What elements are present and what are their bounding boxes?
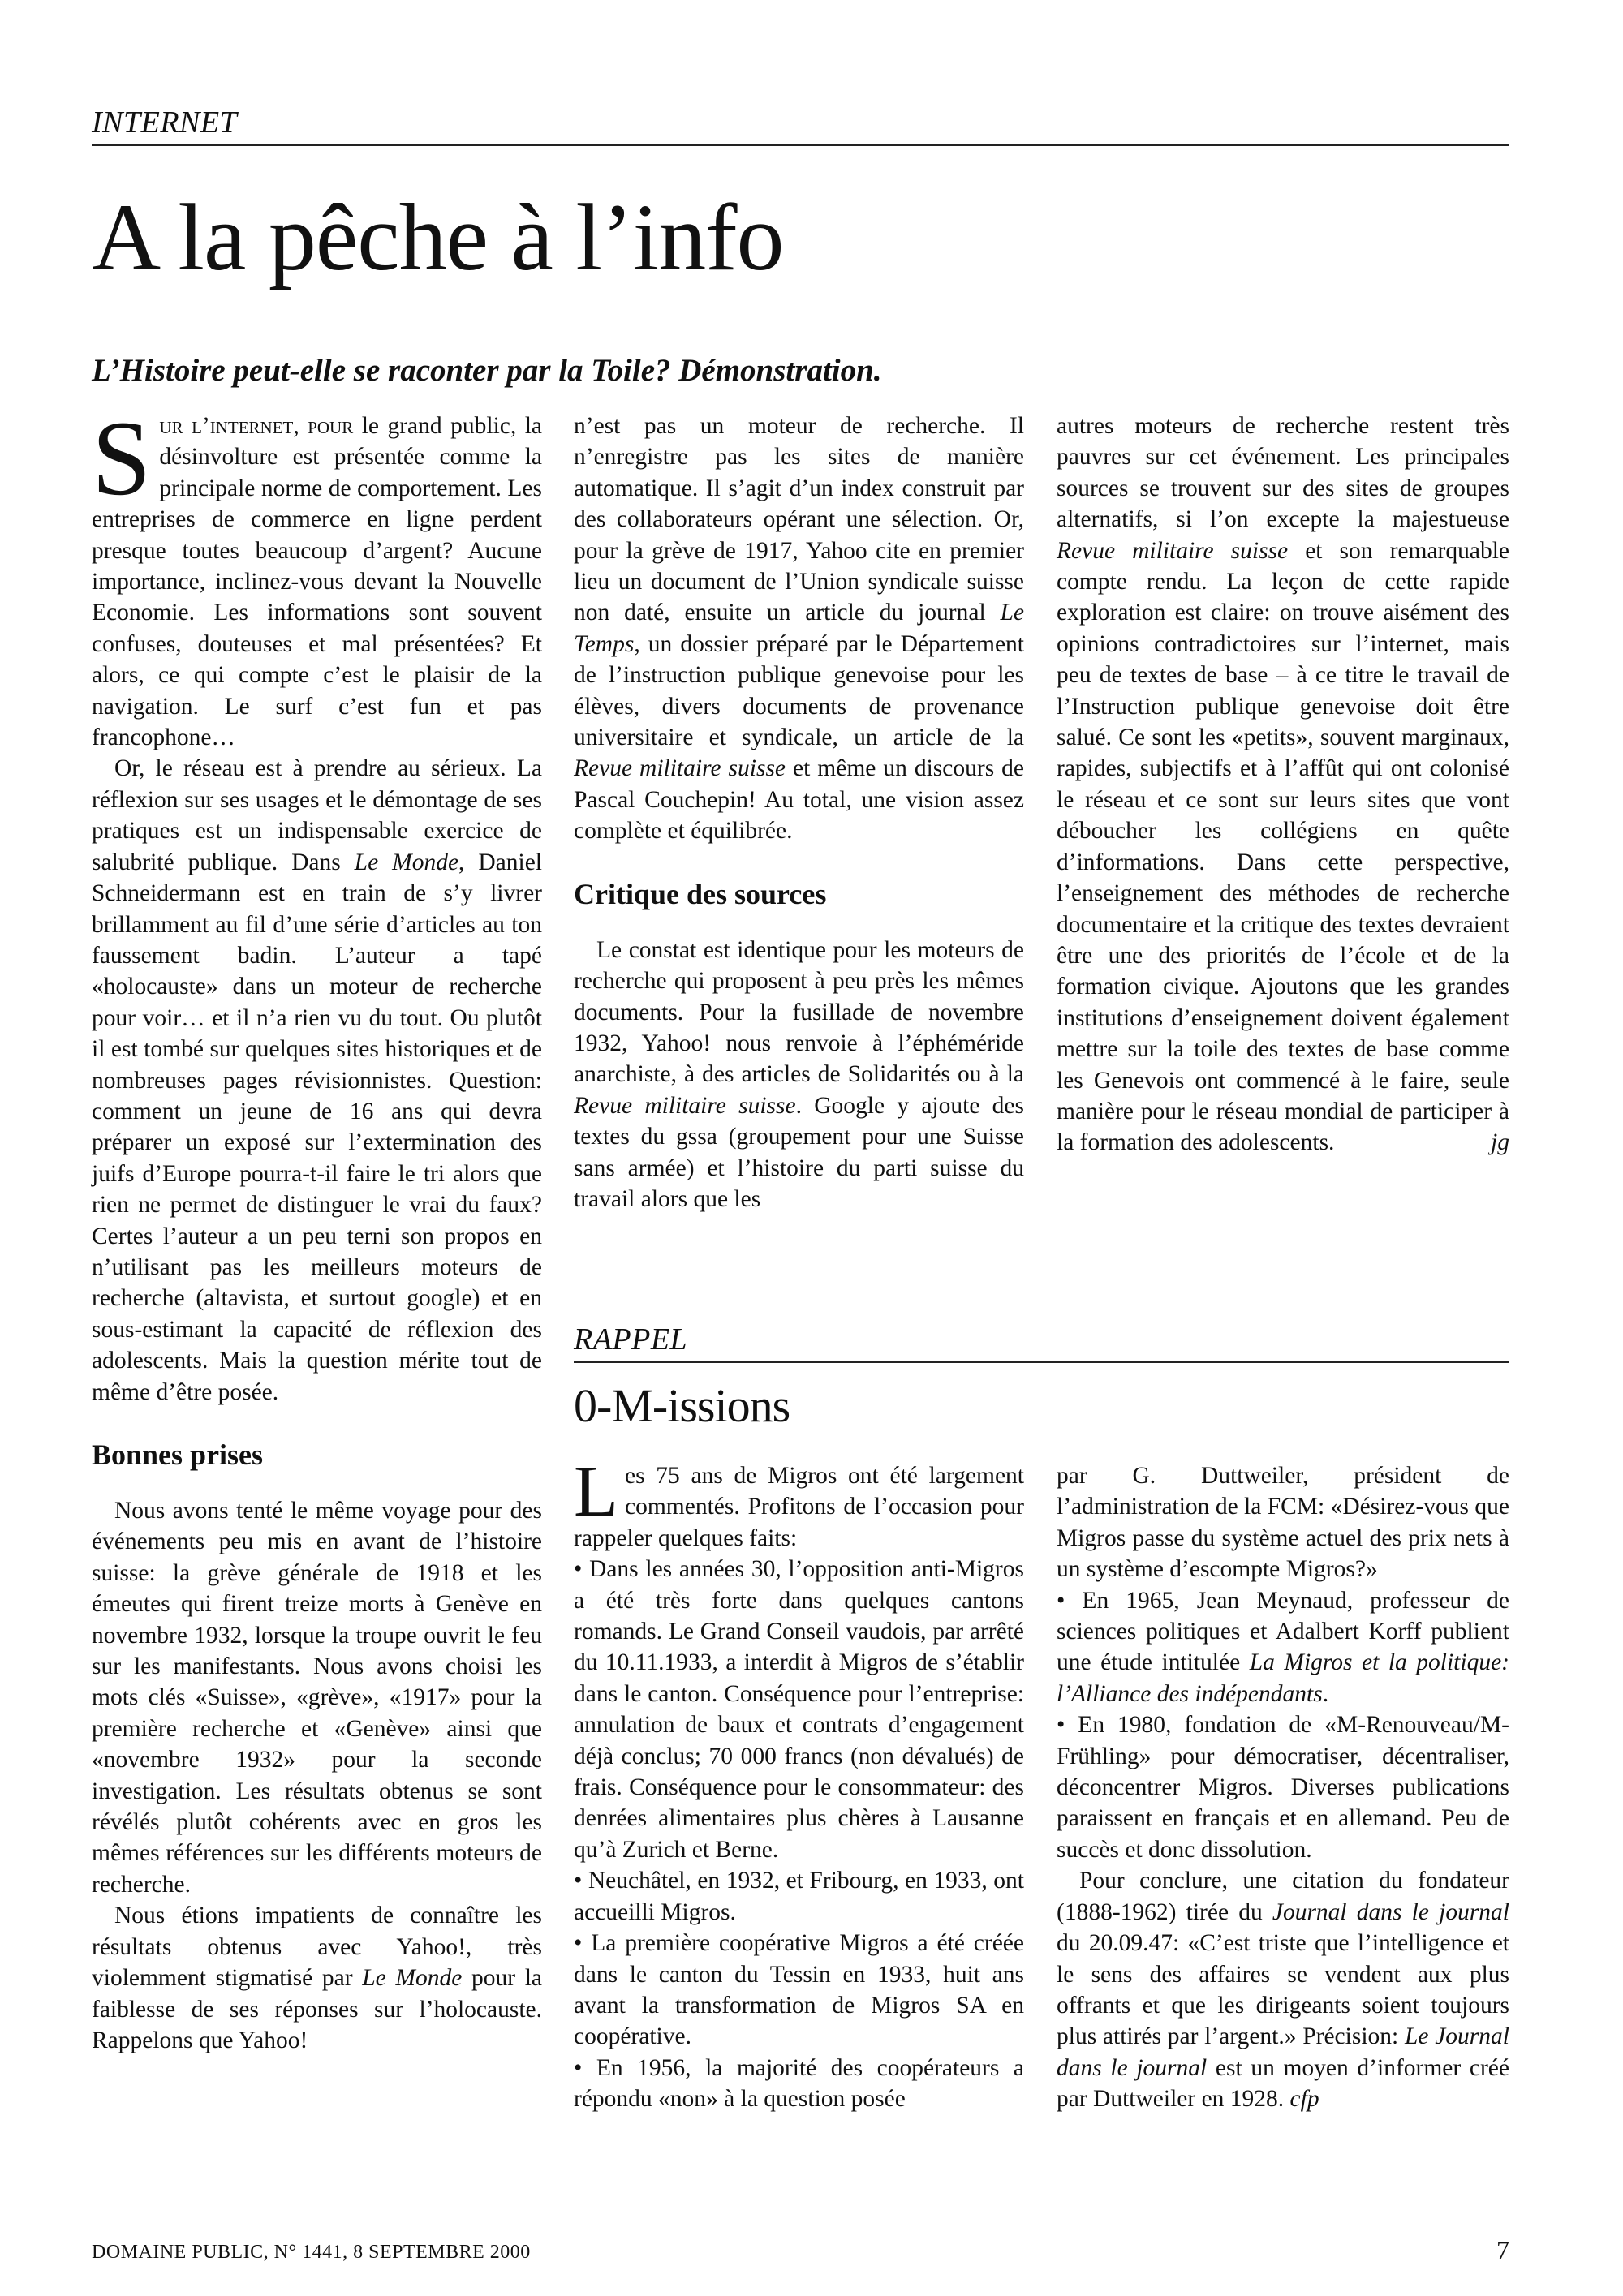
paragraph xyxy=(574,935,1024,1215)
paragraph xyxy=(92,1900,542,2056)
paragraph xyxy=(1057,411,1509,1159)
paragraph xyxy=(574,1451,1024,1554)
section-rubric: INTERNET xyxy=(92,104,1509,146)
paragraph xyxy=(92,398,542,753)
paragraph-text: le grand public, la désinvolture est présentée comme la principale norme de comportement. Les entreprises de commerce en ligne perdent presque toutes beaucoup d’argent? Aucune importance, inclinez-vous devant la Nouvelle Economie. Les informations sont souvent confuses, douteuses et mal présentées? Et alors, ce qui compte c’est le plaisir de la navigation. Le surf c’est fun et pas francophone… xyxy=(92,413,542,751)
author-signature: cfp xyxy=(1289,2086,1319,2113)
paragraph-text: Le constat est identique pour les moteurs de recherche qui proposent à peu près les mêmes documents. Pour la fusillade de novembre 1932, Yahoo! nous renvoie à l’éphéméride anarchiste, à des articles de Solidarités ou à la Revue militaire suisse. Google y ajoute des textes du gssa (groupement pour une Suisse sans armée) et l’histoire du parti suisse du travail alors que les xyxy=(574,936,1025,1212)
paragraph-text: du 20.09.47: «C’est triste que l’intelligence et le sens des affaires se vendent aux plus offrants et que les dirigeants soient toujours plus attirés par l’argent.» Précision: xyxy=(1057,1930,1509,2050)
paragraph: Nous avons tenté le même voyage pour des événements peu mis en avant de l’histoire suisse: la grève générale de 1918 et les émeutes qui firent treize morts à Genève en novembre 1932, lorsque la troupe ouvrit le feu sur les manifestants. Nous avons choisi les mots clés «Suisse», «grève», «1917» pour la première recherche et «Genève» ainsi que «novembre 1932» pour la seconde investigation. Les résultats obtenus se sont révélés plutôt cohérents avec en gros les mêmes références sur les différents moteurs de recherche. xyxy=(92,1498,542,1898)
paragraph xyxy=(92,753,542,1408)
bullet-item: • En 1980, fondation de «M-Renouveau/M-Frühling» pour démocratiser, décentraliser, déconcentrer Migros. Diverses publications paraissent en français et en allemand. Peu de succès et donc dissolution. xyxy=(1057,1712,1509,1863)
italic-text: Le Monde xyxy=(362,1965,463,1992)
paragraph-text: , Daniel Schneidermann est en train de s’y livrer brillamment au fil d’une série d’articles au ton faussement badin. L’auteur a tapé «holocauste» dans un moteur de recherche pour voir… et il n’a rien vu du tout. Ou plutôt il est tombé sur quelques sites historiques et de nombreuses pages révisionnistes. Question: comment un jeune de 16 ans qui devra préparer un exposé sur l’extermination des juifs d’Europe pourra-t-il faire le tri alors que rien ne permet de distinguer le vrai du faux? Certes l’auteur a un peu terni son propos en n’utilisant pas les meilleurs moteurs de recherche (altavista, et surtout google) et en sous-estimant la capacité de réflexion des adolescents. Mais la question mérite tout de même d’être posée. xyxy=(92,849,543,1405)
footer-publication: DOMAINE PUBLIC, N° 1441, 8 SEPTEMBRE 2000 xyxy=(92,2242,531,2263)
paragraph-text: n’est pas un moteur de recherche. Il n’enregistre pas les sites de manière automatique. Il s’agit d’un index construit par des collaborateurs opérant une sélection. Or, pour la grève de 1917, Yahoo cite en premier lieu un document de l’Union syndicale suisse non daté, ensuite un article du journal Le Temps, un dossier préparé par le Département de l’instruction publique genevoise pour les élèves, divers documents de provenance universitaire et syndicale, un article de la Revue militaire suisse et même un discours de Pascal Couchepin! Au total, une vision assez complète et équilibrée. xyxy=(574,413,1025,845)
article-subtitle: L’Histoire peut-elle se raconter par la Toile? Démonstration. xyxy=(92,353,882,388)
bullet-item: • Neuchâtel, en 1932, et Fribourg, en 1933, ont accueilli Migros. xyxy=(574,1868,1024,1925)
paragraph xyxy=(574,411,1024,847)
bullet-item xyxy=(574,2053,1024,2115)
italic-text: Le Journal dans le journal xyxy=(1057,2023,1509,2081)
rappel-column-1 xyxy=(574,1451,1024,2191)
paragraph-text: • En 1965, Jean Meynaud, professeur de sciences politiques et Adalbert Korff publient une étude intitulée xyxy=(1057,1587,1509,1676)
paragraph-text: es 75 ans de Migros ont été largement commentés. Profitons de l’occasion pour rappeler quelques faits: xyxy=(574,1463,1024,1551)
section-heading: Bonnes prises xyxy=(92,1438,264,1471)
paragraph xyxy=(1057,1460,1509,1585)
bullet-item: • Dans les années 30, l’opposition anti-Migros a été très forte dans quelques cantons romands. Le Grand Conseil vaudois, par arrêté du 10.11.1933, a interdit à Migros de s’établir dans le canton. Conséquence pour l’entreprise: annulation de baux et contrats d’engagement déjà conclus; 70 000 francs (non dévalués) de frais. Conséquence pour le consommateur: des denrées alimentaires plus chères à Lausanne qu’à Zurich et Berne. xyxy=(574,1556,1024,1863)
article-column-1 xyxy=(92,398,543,2179)
lead-in: ur l’internet, pour xyxy=(159,413,354,439)
italic-text: Journal dans le journal xyxy=(1272,1898,1509,1925)
rappel-title: 0-M-issions xyxy=(574,1379,790,1432)
italic-text: La Migros et la politique: l’Alliance des indépendants xyxy=(1057,1649,1509,1707)
paragraph xyxy=(1057,1865,1509,2114)
paragraph-text: autres moteurs de recherche restent très pauvres sur cet événement. Les principales sources se trouvent sur des sites de groupes alternatifs, si l’on excepte la majestueuse Revue militaire suisse et son remarquable compte rendu. La leçon de cette rapide exploration est claire: on trouve aisément des opinions contradictoires sur l’internet, mais peu de textes de base – à ce titre le travail de l’Instruction publique genevoise doit être salué. Ce sont les «petits», souvent marginaux, rapides, subjectifs et à l’affût qui ont colonisé le réseau et ce sont sur leurs sites que vont déboucher les collégiens en quête d’informations. Dans cette perspective, l’enseignement des méthodes de recherche documentaire et la critique des textes devraient être une des priorités de l’école et de la formation civique. Ajoutons que les grandes institutions d’enseignement doivent également mettre sur la toile des textes de base comme les Genevois ont commencé à le faire, seule manière pour le réseau mondial de participer à la formation des adolescents. xyxy=(1057,413,1509,1156)
paragraph-text: • En 1956, la majorité des coopérateurs a répondu «non» à la question posée xyxy=(574,2054,1024,2113)
bullet-item xyxy=(1057,1585,1509,1710)
paragraph-text: Or, le réseau est à prendre au sérieux. La réflexion sur ses usages et le démontage de ses pratiques est un indispensable exercice de salubrité publique. Dans xyxy=(92,755,542,875)
paragraph-text: pour la faiblesse de ses réponses sur l’holocauste. Rappelons que Yahoo! xyxy=(92,1965,543,2053)
paragraph-text: Pour conclure, une citation du fondateur (1888-1962) tirée du xyxy=(1057,1868,1509,1925)
article-column-3 xyxy=(1057,411,1509,1287)
paragraph-text: Nous étions impatients de connaître les résultats obtenus avec Yahoo!, très violemment stigmatisé par xyxy=(92,1903,542,1992)
article-title: A la pêche à l’info xyxy=(92,184,784,290)
paragraph-text: . xyxy=(1322,1680,1329,1707)
bullet-item: • La première coopérative Migros a été créée dans le canton du Tessin en 1933, huit ans avant la transformation de Migros SA en coopérative. xyxy=(574,1930,1024,2050)
paragraph-text: est un moyen d’informer créé par Duttweiler en 1928. xyxy=(1057,2054,1509,2113)
rappel-column-2 xyxy=(1057,1460,1509,2191)
section-rubric-rappel: RAPPEL xyxy=(574,1321,1509,1363)
paragraph-text: par G. Duttweiler, président de l’administration de la FCM: «Désirez-vous que Migros passe du système actuel des prix nets à un système d’escompte Migros?» xyxy=(1057,1463,1509,1583)
section-heading: Critique des sources xyxy=(574,877,827,910)
drop-cap: S xyxy=(92,398,152,518)
article-column-2 xyxy=(574,411,1024,1287)
italic-text: Le Monde xyxy=(354,849,459,875)
author-signature: jg xyxy=(1491,1129,1509,1156)
drop-cap: L xyxy=(574,1451,618,1532)
page-number: 7 xyxy=(1496,2235,1509,2264)
